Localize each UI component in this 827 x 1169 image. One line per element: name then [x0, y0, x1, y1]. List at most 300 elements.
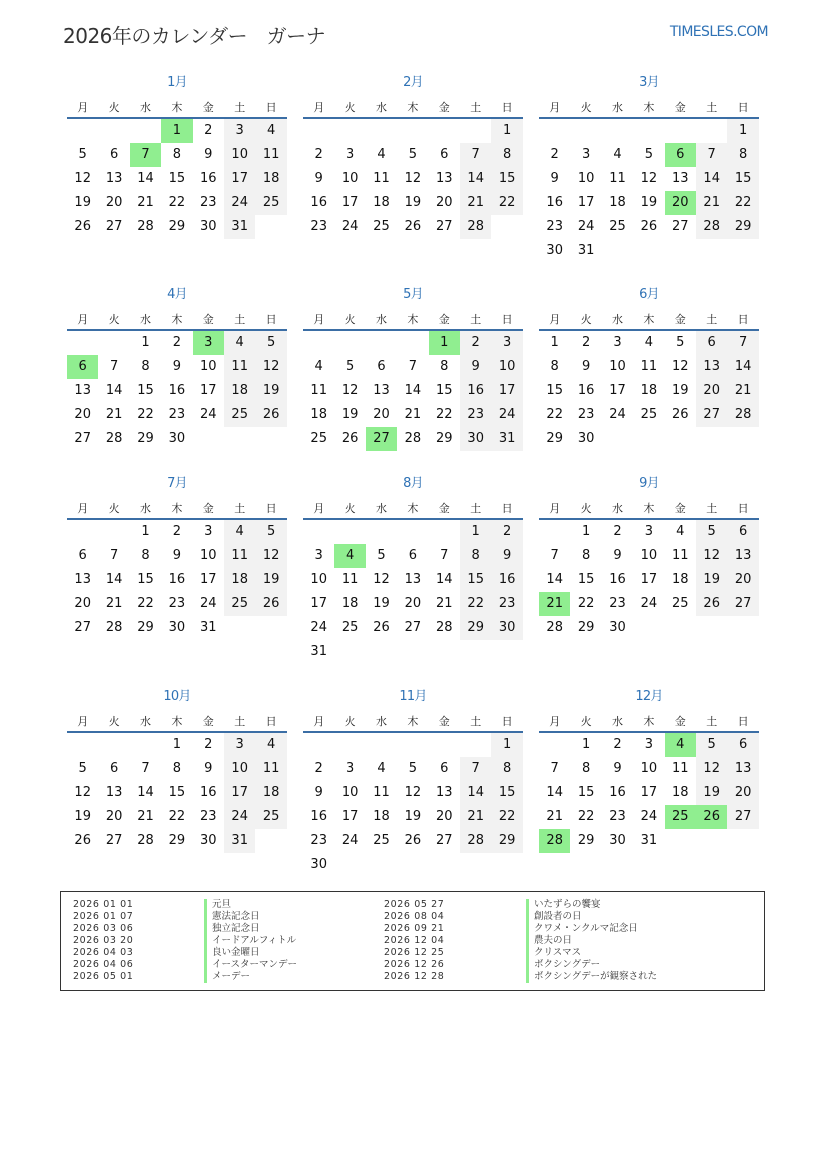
day-cell: 14 — [436, 572, 453, 587]
day-cell: 12 — [696, 757, 727, 781]
day-cell: 23 — [168, 596, 186, 611]
day-cell: 1 — [550, 335, 559, 350]
day-cell: 21 — [404, 407, 422, 422]
day-cell: 22 — [491, 805, 522, 829]
day-cell: 19 — [404, 809, 422, 824]
day-cell: 11 — [609, 171, 626, 186]
weekday-label: 火 — [580, 502, 592, 515]
day-cell: 13 — [105, 171, 123, 186]
day-cell: 31 — [577, 243, 595, 258]
day-cell: 27 — [404, 620, 422, 635]
weekday-label: 土 — [234, 502, 246, 515]
day-cell: 27 — [105, 219, 123, 234]
weekday-label: 日 — [501, 101, 513, 114]
day-cell: 7 — [727, 331, 758, 355]
weekday-label: 水 — [375, 313, 387, 326]
day-cell: 16 — [609, 785, 626, 800]
day-cell: 23 — [609, 809, 626, 824]
weekday-label: 金 — [674, 101, 686, 114]
day-cell: 23 — [310, 219, 327, 234]
weekday-label: 水 — [139, 715, 151, 728]
day-cell: 28 — [137, 219, 154, 234]
day-cell: 11 — [310, 383, 327, 398]
legend-holiday-name: 農夫の日 — [526, 935, 657, 947]
day-cell: 2 — [581, 335, 591, 350]
weekday-label: 日 — [737, 715, 749, 728]
day-cell: 26 — [640, 219, 658, 234]
day-cell: 12 — [640, 171, 658, 186]
day-cell: 10 — [200, 548, 217, 563]
day-cell: 20 — [105, 809, 123, 824]
day-cell: 7 — [550, 548, 559, 563]
day-cell: 2 — [314, 147, 323, 162]
day-cell: 19 — [672, 383, 689, 398]
day-cell: 20 — [373, 407, 390, 422]
day-cell: 13 — [404, 572, 422, 587]
month-name: 5月 — [403, 287, 423, 302]
day-cell: 23 — [546, 219, 563, 234]
day-cell: 24 — [310, 620, 327, 635]
day-cell: 18 — [640, 383, 658, 398]
day-cell: 26 — [404, 219, 422, 234]
day-cell: 2 — [613, 737, 622, 752]
day-cell: 13 — [74, 572, 91, 587]
day-cell: 9 — [204, 761, 213, 776]
day-cell: 30 — [577, 431, 595, 446]
day-cell: 19 — [404, 195, 422, 210]
day-cell: 11 — [672, 548, 689, 563]
day-cell: 10 — [224, 143, 255, 167]
day-cell: 9 — [613, 548, 622, 563]
day-cell: 30 — [200, 833, 217, 848]
day-cell-holiday: 1 — [161, 119, 192, 143]
day-cell: 20 — [436, 195, 453, 210]
day-cell: 26 — [696, 592, 727, 616]
day-cell: 14 — [137, 171, 154, 186]
day-cell: 12 — [341, 383, 359, 398]
weekday-label: 木 — [643, 313, 655, 326]
day-cell: 24 — [224, 805, 255, 829]
day-cell: 20 — [404, 596, 422, 611]
day-cell: 6 — [109, 761, 119, 776]
day-cell: 20 — [105, 195, 123, 210]
day-cell: 31 — [224, 829, 255, 853]
day-cell: 19 — [640, 195, 658, 210]
weekday-label: 日 — [501, 313, 513, 326]
weekday-label: 日 — [501, 502, 513, 515]
legend-date: 2026 04 03 — [73, 947, 134, 958]
day-cell: 30 — [168, 431, 186, 446]
weekday-label: 金 — [674, 313, 686, 326]
day-cell: 8 — [491, 143, 522, 167]
day-cell: 27 — [74, 620, 91, 635]
day-cell: 2 — [550, 147, 559, 162]
legend-holiday-name: ボクシングデー — [526, 959, 657, 971]
day-cell: 25 — [373, 219, 390, 234]
day-cell: 18 — [672, 572, 689, 587]
weekday-label: 月 — [549, 101, 561, 114]
day-cell: 17 — [341, 195, 359, 210]
day-cell: 29 — [137, 431, 154, 446]
legend-date: 2026 12 26 — [384, 959, 445, 970]
day-cell: 3 — [644, 737, 654, 752]
day-cell: 20 — [74, 596, 91, 611]
day-cell: 27 — [696, 403, 727, 427]
day-cell: 17 — [200, 572, 217, 587]
weekday-label: 木 — [171, 313, 183, 326]
day-cell: 1 — [491, 119, 522, 143]
weekday-label: 月 — [313, 502, 325, 515]
day-cell: 8 — [172, 761, 182, 776]
day-cell: 28 — [404, 431, 422, 446]
day-cell: 4 — [224, 520, 255, 544]
day-cell: 21 — [137, 809, 154, 824]
month-name: 11月 — [399, 689, 427, 704]
day-cell: 31 — [200, 620, 217, 635]
weekday-label: 水 — [375, 101, 387, 114]
day-cell: 25 — [255, 191, 286, 215]
day-cell: 4 — [377, 761, 386, 776]
day-cell: 8 — [440, 359, 449, 374]
day-cell: 23 — [168, 407, 186, 422]
weekday-header — [303, 497, 523, 517]
day-cell: 14 — [404, 383, 422, 398]
day-cell: 2 — [204, 123, 213, 138]
day-cell: 26 — [255, 403, 286, 427]
legend-date: 2026 12 28 — [384, 971, 445, 982]
day-cell: 9 — [550, 171, 559, 186]
month-name: 8月 — [403, 476, 423, 491]
day-cell: 11 — [640, 359, 658, 374]
legend-names-left — [204, 899, 297, 983]
day-cell: 16 — [609, 572, 626, 587]
weekday-label: 水 — [611, 313, 623, 326]
weekday-label: 金 — [202, 313, 214, 326]
day-cell: 30 — [609, 833, 626, 848]
legend-holiday-name: 元旦 — [204, 899, 297, 911]
day-cell: 25 — [255, 805, 286, 829]
day-cell: 31 — [224, 215, 255, 239]
day-cell: 30 — [546, 243, 563, 258]
day-cell: 2 — [460, 331, 491, 355]
day-cell: 28 — [105, 431, 123, 446]
weekday-label: 水 — [611, 101, 623, 114]
day-cell: 5 — [676, 335, 685, 350]
day-cell-holiday: 28 — [539, 829, 570, 853]
weekday-label: 月 — [313, 313, 325, 326]
day-cell: 23 — [200, 195, 217, 210]
day-cell: 18 — [672, 785, 689, 800]
day-cell: 11 — [255, 143, 286, 167]
day-cell: 14 — [546, 785, 563, 800]
weekday-label: 金 — [674, 502, 686, 515]
legend-holiday-name: クワメ・ンクルマ記念日 — [526, 923, 657, 935]
day-cell: 5 — [408, 147, 418, 162]
legend-date: 2026 05 01 — [73, 971, 134, 982]
weekday-label: 金 — [674, 715, 686, 728]
day-cell: 6 — [408, 548, 418, 563]
day-cell: 11 — [341, 572, 359, 587]
day-cell: 22 — [546, 407, 563, 422]
day-cell: 15 — [137, 383, 154, 398]
day-cell: 17 — [200, 383, 217, 398]
day-cell: 9 — [204, 147, 213, 162]
day-cell: 12 — [373, 572, 390, 587]
day-cell: 1 — [141, 524, 150, 539]
day-cell: 26 — [672, 407, 689, 422]
day-cell: 6 — [440, 761, 449, 776]
month-name: 9月 — [639, 476, 659, 491]
day-cell: 27 — [727, 805, 758, 829]
day-cell: 5 — [408, 761, 418, 776]
day-cell: 28 — [436, 620, 453, 635]
day-cell: 18 — [255, 167, 286, 191]
day-cell: 7 — [460, 143, 491, 167]
day-cell: 28 — [727, 403, 758, 427]
day-cell: 13 — [727, 544, 758, 568]
weekday-label: 月 — [549, 313, 561, 326]
day-cell: 7 — [550, 761, 559, 776]
day-cell: 30 — [200, 219, 217, 234]
day-cell: 10 — [200, 359, 217, 374]
day-cell: 29 — [577, 620, 595, 635]
day-cell: 2 — [204, 737, 213, 752]
day-cell: 24 — [577, 219, 595, 234]
day-cell: 6 — [377, 359, 386, 374]
weekday-label: 日 — [265, 715, 277, 728]
weekday-label: 木 — [171, 715, 183, 728]
legend-date: 2026 04 06 — [73, 959, 134, 970]
weekday-label: 月 — [77, 313, 89, 326]
day-cell: 13 — [436, 785, 453, 800]
weekday-label: 木 — [407, 502, 419, 515]
day-cell: 8 — [581, 548, 591, 563]
day-cell: 29 — [546, 431, 563, 446]
day-cell: 15 — [727, 167, 758, 191]
day-cell: 15 — [491, 781, 522, 805]
weekday-label: 水 — [139, 101, 151, 114]
day-cell: 29 — [436, 431, 453, 446]
weekday-label: 土 — [706, 715, 718, 728]
day-cell: 12 — [696, 544, 727, 568]
legend-holiday-name: イースターマンデー — [204, 959, 297, 971]
day-cell: 15 — [460, 568, 491, 592]
legend-dates-left — [73, 899, 133, 983]
day-cell: 8 — [141, 548, 150, 563]
weekday-header — [67, 96, 287, 116]
day-cell: 10 — [341, 171, 359, 186]
month-name: 7月 — [167, 476, 187, 491]
day-cell: 9 — [460, 355, 491, 379]
legend-holiday-name: 独立記念日 — [204, 923, 297, 935]
day-cell: 19 — [255, 379, 286, 403]
day-cell: 28 — [105, 620, 123, 635]
legend-holiday-name: クリスマス — [526, 947, 657, 959]
day-cell: 20 — [696, 379, 727, 403]
day-cell: 14 — [696, 167, 727, 191]
weekday-header — [539, 96, 759, 116]
day-cell: 4 — [644, 335, 654, 350]
weekday-label: 木 — [643, 715, 655, 728]
weekday-header — [67, 497, 287, 517]
day-cell: 26 — [74, 219, 91, 234]
day-cell: 31 — [310, 644, 327, 659]
legend-date: 2026 05 27 — [384, 899, 445, 910]
day-cell: 12 — [255, 355, 286, 379]
day-cell: 6 — [696, 331, 727, 355]
day-cell: 8 — [550, 359, 559, 374]
day-cell: 10 — [640, 548, 658, 563]
legend-date: 2026 12 25 — [384, 947, 445, 958]
day-cell: 7 — [109, 548, 119, 563]
day-cell: 12 — [404, 171, 422, 186]
day-cell: 22 — [460, 592, 491, 616]
day-cell: 14 — [460, 781, 491, 805]
day-cell: 19 — [255, 568, 286, 592]
day-cell: 28 — [137, 833, 154, 848]
day-cell: 22 — [577, 809, 595, 824]
weekday-label: 月 — [549, 715, 561, 728]
day-cell: 21 — [436, 596, 453, 611]
day-cell: 3 — [644, 524, 654, 539]
day-cell: 30 — [310, 857, 327, 872]
weekday-label: 日 — [265, 313, 277, 326]
weekday-label: 木 — [171, 502, 183, 515]
day-cell-holiday: 26 — [696, 805, 727, 829]
day-cell: 28 — [460, 829, 491, 853]
day-cell: 25 — [640, 407, 658, 422]
day-cell: 31 — [491, 427, 522, 451]
header-rule — [303, 117, 523, 119]
weekday-label: 土 — [706, 101, 718, 114]
day-cell: 11 — [672, 761, 689, 776]
day-cell: 1 — [581, 737, 591, 752]
day-cell: 19 — [341, 407, 359, 422]
day-cell: 9 — [172, 548, 182, 563]
day-cell: 23 — [609, 596, 626, 611]
month-name: 1月 — [167, 75, 187, 90]
legend-date: 2026 03 20 — [73, 935, 134, 946]
day-cell: 18 — [609, 195, 626, 210]
weekday-label: 火 — [108, 502, 120, 515]
day-cell: 21 — [137, 195, 154, 210]
day-cell: 15 — [577, 785, 595, 800]
day-cell: 11 — [224, 355, 255, 379]
day-cell-holiday: 3 — [193, 331, 224, 355]
day-cell: 9 — [172, 359, 182, 374]
day-cell: 24 — [200, 596, 217, 611]
site-logo[interactable]: TIMESLES.COM — [669, 24, 768, 40]
day-cell: 25 — [609, 219, 626, 234]
day-cell: 16 — [460, 379, 491, 403]
day-cell: 15 — [168, 171, 186, 186]
day-cell: 21 — [460, 191, 491, 215]
weekday-label: 金 — [202, 502, 214, 515]
weekday-label: 日 — [501, 715, 513, 728]
weekday-header — [67, 308, 287, 328]
day-cell: 29 — [577, 833, 595, 848]
day-cell: 16 — [200, 785, 217, 800]
month-name: 6月 — [639, 287, 659, 302]
month-name: 4月 — [167, 287, 187, 302]
day-cell: 30 — [460, 427, 491, 451]
day-cell: 24 — [341, 219, 359, 234]
day-cell: 15 — [436, 383, 453, 398]
page-title: 2026年のカレンダー ガーナ — [63, 24, 326, 48]
day-cell: 4 — [255, 119, 286, 143]
day-cell: 4 — [255, 733, 286, 757]
day-cell-holiday: 1 — [429, 331, 460, 355]
day-cell: 13 — [696, 355, 727, 379]
weekday-label: 木 — [643, 502, 655, 515]
day-cell-holiday: 25 — [665, 805, 696, 829]
weekday-label: 木 — [407, 715, 419, 728]
weekday-label: 土 — [470, 101, 482, 114]
day-cell: 27 — [105, 833, 123, 848]
weekday-label: 土 — [470, 715, 482, 728]
day-cell: 6 — [109, 147, 119, 162]
day-cell: 23 — [491, 592, 522, 616]
weekday-label: 日 — [737, 101, 749, 114]
day-cell: 1 — [141, 335, 150, 350]
day-cell: 14 — [460, 167, 491, 191]
day-cell-holiday: 4 — [334, 544, 365, 568]
day-cell: 14 — [137, 785, 154, 800]
day-cell: 11 — [373, 785, 390, 800]
day-cell: 17 — [341, 809, 359, 824]
day-cell: 17 — [491, 379, 522, 403]
day-cell: 29 — [168, 833, 186, 848]
weekday-label: 火 — [580, 313, 592, 326]
weekday-label: 木 — [407, 313, 419, 326]
day-cell: 12 — [672, 359, 689, 374]
day-cell: 12 — [74, 171, 91, 186]
day-cell: 15 — [137, 572, 154, 587]
month-name: 12月 — [635, 689, 663, 704]
day-cell: 22 — [168, 809, 186, 824]
weekday-label: 土 — [234, 313, 246, 326]
weekday-label: 日 — [265, 502, 277, 515]
day-cell: 26 — [341, 431, 359, 446]
day-cell: 19 — [696, 781, 727, 805]
day-cell: 5 — [696, 733, 727, 757]
weekday-header — [67, 710, 287, 730]
legend-holiday-name: ボクシングデーが観察された — [526, 971, 657, 983]
weekday-label: 金 — [202, 715, 214, 728]
day-cell: 9 — [314, 785, 323, 800]
weekday-label: 木 — [171, 101, 183, 114]
day-cell: 24 — [640, 809, 658, 824]
day-cell: 7 — [109, 359, 119, 374]
day-cell: 22 — [491, 191, 522, 215]
day-cell: 27 — [74, 431, 91, 446]
legend-date: 2026 01 01 — [73, 899, 134, 910]
weekday-label: 水 — [139, 502, 151, 515]
day-cell: 19 — [373, 596, 390, 611]
weekday-label: 火 — [580, 715, 592, 728]
day-cell: 5 — [696, 520, 727, 544]
day-cell: 23 — [460, 403, 491, 427]
day-cell: 9 — [491, 544, 522, 568]
day-cell: 8 — [141, 359, 150, 374]
legend-holiday-name: イードアルフィトル — [204, 935, 297, 947]
weekday-label: 土 — [234, 101, 246, 114]
day-cell: 2 — [172, 524, 182, 539]
weekday-label: 月 — [77, 502, 89, 515]
weekday-label: 火 — [108, 715, 120, 728]
weekday-header — [303, 710, 523, 730]
day-cell: 26 — [404, 833, 422, 848]
